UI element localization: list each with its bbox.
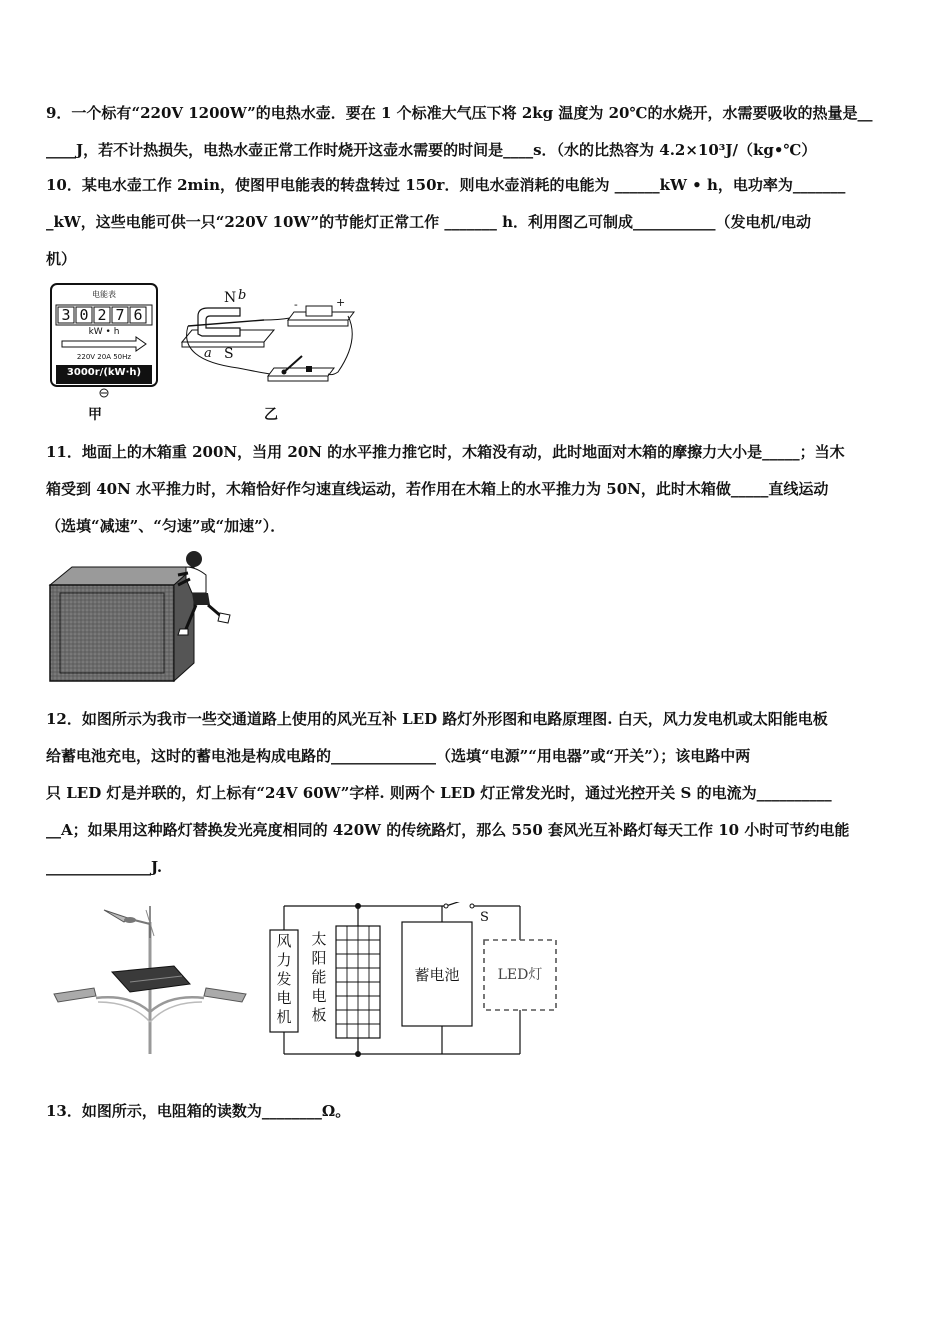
wind-generator-char-1: 风 [276, 932, 292, 950]
meter-digit-3: 2 [97, 306, 107, 324]
meter-unit: kW • h [88, 327, 120, 337]
q11-line-1: 11．地面上的木箱重 200N，当用 20N 的水平推力推它时，木箱没有动，此时地面对木箱的摩擦力大小是_____；当木 [46, 443, 845, 461]
galvanometer-plus: + [336, 296, 346, 309]
magnet-label-n: N [224, 290, 237, 306]
q9-line-1: 9．一个标有“220V 1200W”的电热水壶．要在 1 个标准大气压下将 2kg 温度为 20℃的水烧开，水需要吸收的热量是__ [46, 104, 873, 122]
figure-caption-jia: 甲 [88, 407, 102, 423]
solar-panel-char-4: 电 [311, 987, 327, 1005]
solar-panel-char-2: 阳 [311, 949, 327, 967]
q11-line-2: 箱受到 40N 水平推力时，木箱恰好作匀速直线运动，若作用在木箱上的水平推力为 50N，此时木箱做_____直线运动 [46, 480, 829, 498]
meter-digit-5: 6 [133, 306, 143, 324]
meter-specs: 220V 20A 50Hz [76, 353, 132, 361]
q11-line-3: （选填“减速”、“匀速”或“加速”）． [46, 517, 286, 535]
rod-label-b: b [238, 288, 247, 303]
meter-digit-4: 7 [115, 306, 125, 324]
q9-line-2: ____J，若不计热损失，电热水壶正常工作时烧开这壶水需要的时间是____s．（水的比热容为 4.2×10³J/（kg•℃） [46, 141, 817, 159]
wind-generator-char-4: 电 [276, 989, 292, 1007]
q12-line-4: __A；如果用这种路灯替换发光亮度相同的 420W 的传统路灯，那么 550 套风光互补路灯每天工作 10 小时可节约电能 [46, 821, 850, 839]
q12-line-1: 12．如图所示为我市一些交通道路上使用的风光互补 LED 路灯外形图和电路原理图. 白天，风力发电机或太阳能电板 [46, 710, 828, 728]
q12-line-2: 给蓄电池充电，这时的蓄电池是构成电路的______________（选填“电源”“用电器”或“开关”）；该电路中两 [46, 747, 751, 765]
switch-label: S [480, 910, 489, 925]
q10-line-1: 10．某电水壶工作 2min，使图甲电能表的转盘转过 150r．则电水壶消耗的电能为 ______kW • h，电功率为_______ [46, 176, 846, 194]
rod-label-a: a [204, 346, 212, 361]
meter-title: 电能表 [92, 290, 116, 299]
street-lamp-figure [50, 902, 250, 1058]
solar-panel-char-3: 能 [311, 968, 327, 986]
q10-line-3: 机） [46, 250, 77, 268]
magnet-circuit-figure [178, 290, 360, 390]
q10-line-2: _kW，这些电能可供一只“220V 10W”的节能灯正常工作 _______ h．利用图乙可制成___________（发电机/电动 [46, 213, 811, 231]
boy-pushing-box-figure [46, 545, 238, 685]
q12-line-5: ______________J. [46, 858, 163, 876]
figure-caption-yi: 乙 [264, 407, 278, 423]
q12-line-3: 只 LED 灯是并联的，灯上标有“24V 60W”字样. 则两个 LED 灯正常发光时，通过光控开关 S 的电流为__________ [46, 784, 832, 802]
battery-label: 蓄电池 [414, 966, 460, 984]
wind-generator-char-3: 发 [276, 970, 292, 988]
meter-digit-1: 3 [61, 306, 71, 324]
meter-digit-2: 0 [79, 306, 89, 324]
solar-panel-char-5: 板 [311, 1006, 327, 1024]
electricity-meter-figure [50, 283, 158, 399]
wind-generator-char-2: 力 [276, 951, 292, 969]
circuit-diagram [262, 902, 562, 1058]
solar-panel-char-1: 太 [311, 930, 327, 948]
galvanometer-minus: - [294, 298, 298, 311]
wind-generator-char-5: 机 [276, 1008, 292, 1026]
meter-rate: 3000r/(kW·h) [66, 367, 142, 378]
magnet-label-s: S [224, 346, 234, 362]
led-lamp-label: LED灯 [497, 967, 543, 983]
q13-line-1: 13．如图所示，电阻箱的读数为________Ω。 [46, 1102, 351, 1120]
